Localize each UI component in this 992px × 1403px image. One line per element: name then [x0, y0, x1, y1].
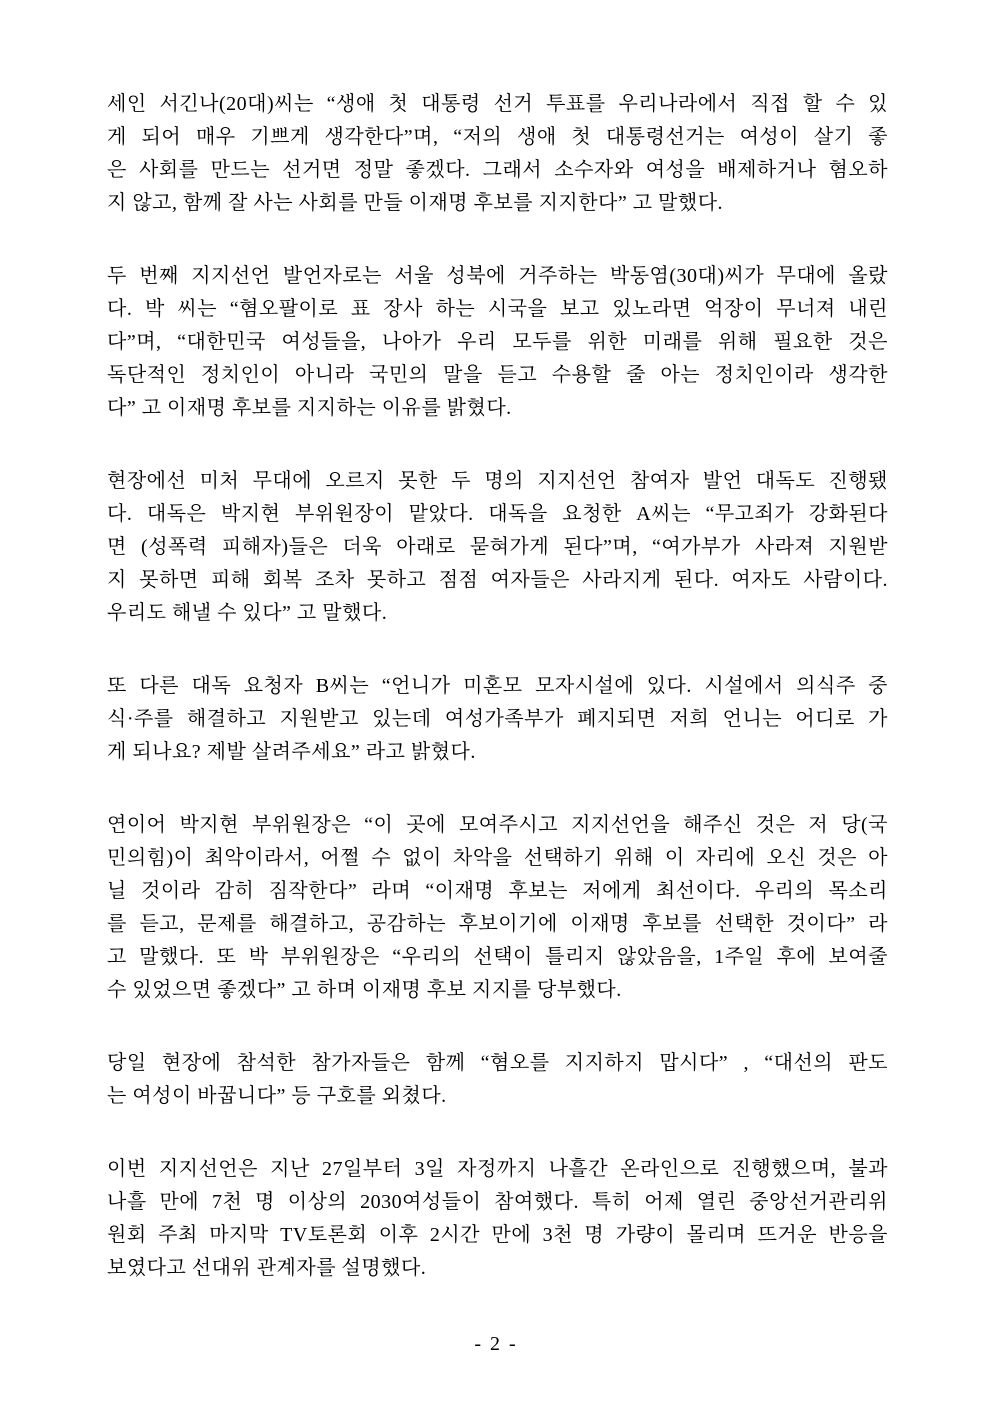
text-line: 보였다고 선대위 관계자를 설명했다. [107, 1257, 427, 1279]
text-line: 은 사회를 만드는 선거면 정말 좋겠다. 그래서 소수자와 여성을 배제하거나 혐오하 [107, 159, 888, 181]
text-line: 이번 지지선언은 지난 27일부터 3일 자정까지 나흘간 온라인으로 진행했으며, 불과 [107, 1158, 888, 1180]
text-line: 독단적인 정치인이 아니라 국민의 말을 듣고 수용할 줄 아는 정치인이라 생각한 [107, 364, 888, 386]
document-body [107, 88, 888, 1285]
text-line: 다. 박 씨는 “혐오팔이로 표 장사 하는 시국을 보고 있노라면 억장이 무너져 내린 [107, 298, 888, 320]
text-line: 를 듣고, 문제를 해결하고, 공감하는 후보이기에 이재명 후보를 선택한 것이다” 라 [107, 913, 888, 935]
text-line: 현장에선 미처 무대에 오르지 못한 두 명의 지지선언 참여자 발언 대독도 진행됐 [107, 470, 888, 492]
text-line: 다” 고 이재명 후보를 지지하는 이유를 밝혔다. [107, 397, 512, 419]
paragraph [107, 465, 888, 630]
paragraph [107, 260, 888, 425]
text-line: 세인 서긴나(20대)씨는 “생애 첫 대통령 선거 투표를 우리나라에서 직접 할 수 있 [107, 93, 888, 115]
paragraph [107, 1047, 888, 1113]
text-line: 두 번째 지지선언 발언자로는 서울 성북에 거주하는 박동염(30대)씨가 무대에 올랐 [107, 265, 888, 287]
text-line: 게 되나요? 제발 살려주세요” 라고 밝혔다. [107, 741, 476, 763]
text-line: 당일 현장에 참석한 참가자들은 함께 “혐오를 지지하지 맙시다” , “대선의 판도 [107, 1052, 888, 1074]
text-line: 우리도 해낼 수 있다” 고 말했다. [107, 602, 388, 624]
text-line: 연이어 박지현 부위원장은 “이 곳에 모여주시고 지지선언을 해주신 것은 저 당(국 [107, 814, 888, 836]
text-line: 고 말했다. 또 박 부위원장은 “우리의 선택이 틀리지 않았음을, 1주일 후에 보여줄 [107, 946, 888, 968]
text-line: 지 못하면 피해 회복 조차 못하고 점점 여자들은 사라지게 된다. 여자도 사람이다. [107, 569, 888, 591]
text-line: 수 있었으면 좋겠다” 고 하며 이재명 후보 지지를 당부했다. [107, 979, 622, 1001]
paragraph [107, 809, 888, 1007]
text-line: 게 되어 매우 기쁘게 생각한다”며, “저의 생애 첫 대통령선거는 여성이 살기 좋 [107, 126, 888, 148]
text-line: 나흘 만에 7천 명 이상의 2030여성들이 참여했다. 특히 어제 열린 중앙선거관리위 [107, 1191, 888, 1213]
text-line: 지 않고, 함께 잘 사는 사회를 만들 이재명 후보를 지지한다” 고 말했다. [107, 192, 724, 214]
text-line: 다. 대독은 박지현 부위원장이 맡았다. 대독을 요청한 A씨는 “무고죄가 강화된다 [107, 503, 888, 525]
text-line: 또 다른 대독 요청자 B씨는 “언니가 미혼모 모자시설에 있다. 시설에서 의식주 중 [107, 675, 888, 697]
text-line: 민의힘)이 최악이라서, 어쩔 수 없이 차악을 선택하기 위해 이 자리에 오신 것은 아 [107, 847, 888, 869]
text-line: 식·주를 해결하고 지원받고 있는데 여성가족부가 폐지되면 저희 언니는 어디로 가 [107, 708, 888, 730]
paragraph [107, 88, 888, 220]
text-line: 면 (성폭력 피해자)들은 더욱 아래로 묻혀가게 된다”며, “여가부가 사라져 지원받 [107, 536, 888, 558]
paragraph [107, 1153, 888, 1285]
page-number: - 2 - [474, 1333, 518, 1355]
text-line: 원회 주최 마지막 TV토론회 이후 2시간 만에 3천 명 가량이 몰리며 뜨거운 반응을 [107, 1224, 888, 1246]
paragraph [107, 670, 888, 769]
text-line: 닐 것이라 감히 짐작한다” 라며 “이재명 후보는 저에게 최선이다. 우리의 목소리 [107, 880, 888, 902]
text-line: 다”며, “대한민국 여성들을, 나아가 우리 모두를 위한 미래를 위해 필요한 것은 [107, 331, 888, 353]
text-line: 는 여성이 바꿉니다” 등 구호를 외쳤다. [107, 1085, 447, 1107]
